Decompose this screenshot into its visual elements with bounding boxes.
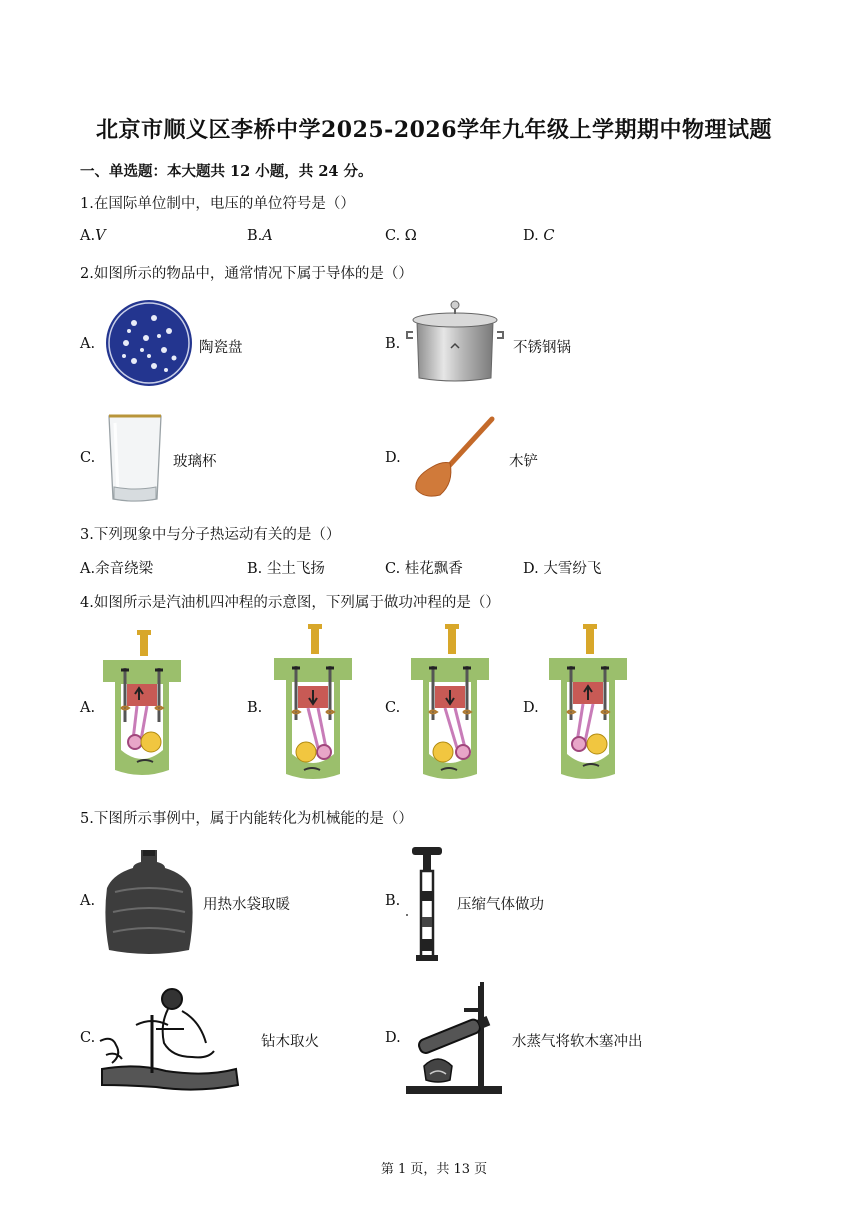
engine-stroke-icon	[543, 624, 633, 784]
q3-option-a[interactable]: A.余音绕梁	[80, 561, 154, 577]
engine-stroke-icon	[268, 624, 358, 784]
question-5-stem: 5.下图所示事例中，属于内能转化为机械能的是（）	[80, 811, 413, 827]
q4-option-a-label[interactable]: A.	[80, 700, 96, 716]
drilling-wood-fire-icon	[96, 985, 246, 1095]
hot-water-bag-icon	[99, 848, 199, 958]
steam-cork-icon	[404, 982, 504, 1096]
q2-option-a-caption: 陶瓷盘	[199, 340, 243, 356]
q1-option-a[interactable]: A.V	[80, 228, 106, 244]
glass-cup-icon	[107, 413, 163, 503]
engine-stroke-icon	[97, 630, 187, 780]
q1-option-d[interactable]: D. C	[523, 228, 555, 244]
question-4-stem: 4.如图所示是汽油机四冲程的示意图，下列属于做功冲程的是（）	[80, 595, 500, 611]
question-2-stem: 2.如图所示的物品中，通常情况下属于导体的是（）	[80, 266, 413, 282]
q5-option-d-label[interactable]: D.	[385, 1030, 401, 1046]
wooden-spatula-icon	[410, 415, 500, 500]
steel-pot-icon	[405, 296, 505, 386]
question-3-stem: 3.下列现象中与分子热运动有关的是（）	[80, 527, 341, 543]
q3-option-c[interactable]: C. 桂花飘香	[385, 561, 463, 577]
question-1-stem: 1.在国际单位制中，电压的单位符号是（）	[80, 196, 355, 212]
page-footer: 第 1 页，共 13 页	[380, 1162, 488, 1177]
q2-option-b-label[interactable]: B.	[385, 336, 401, 352]
page-title: 北京市顺义区李桥中学2025-2026学年九年级上学期期中物理试题	[95, 117, 773, 143]
q2-option-d-caption: 木铲	[509, 454, 538, 470]
q5-option-b-caption: 压缩气体做功	[457, 897, 544, 913]
q1-option-b[interactable]: B.A	[247, 228, 273, 244]
q5-option-a-caption: 用热水袋取暖	[203, 897, 290, 913]
q1-option-c[interactable]: C. Ω	[385, 228, 417, 244]
q2-option-b-caption: 不锈钢锅	[513, 340, 571, 356]
air-compression-tube-icon	[404, 845, 444, 965]
q4-option-c-label[interactable]: C.	[385, 700, 401, 716]
q5-option-c-label[interactable]: C.	[80, 1030, 96, 1046]
q3-option-b[interactable]: B. 尘土飞扬	[247, 561, 325, 577]
q2-option-c-label[interactable]: C.	[80, 450, 96, 466]
q5-option-c-caption: 钻木取火	[261, 1034, 319, 1050]
engine-stroke-icon	[405, 624, 495, 784]
q4-option-d-label[interactable]: D.	[523, 700, 539, 716]
section-heading: 一、单选题：本大题共 12 小题，共 24 分。	[80, 163, 373, 180]
q5-option-d-caption: 水蒸气将软木塞冲出	[512, 1034, 643, 1050]
q2-option-a-label[interactable]: A.	[80, 336, 96, 352]
q2-option-c-caption: 玻璃杯	[173, 454, 217, 470]
q5-option-a-label[interactable]: A.	[80, 893, 96, 909]
q3-option-d[interactable]: D. 大雪纷飞	[523, 561, 602, 577]
q2-option-d-label[interactable]: D.	[385, 450, 401, 466]
q5-option-b-label[interactable]: B.	[385, 893, 401, 909]
q4-option-b-label[interactable]: B.	[247, 700, 263, 716]
ceramic-plate-icon	[104, 298, 194, 388]
